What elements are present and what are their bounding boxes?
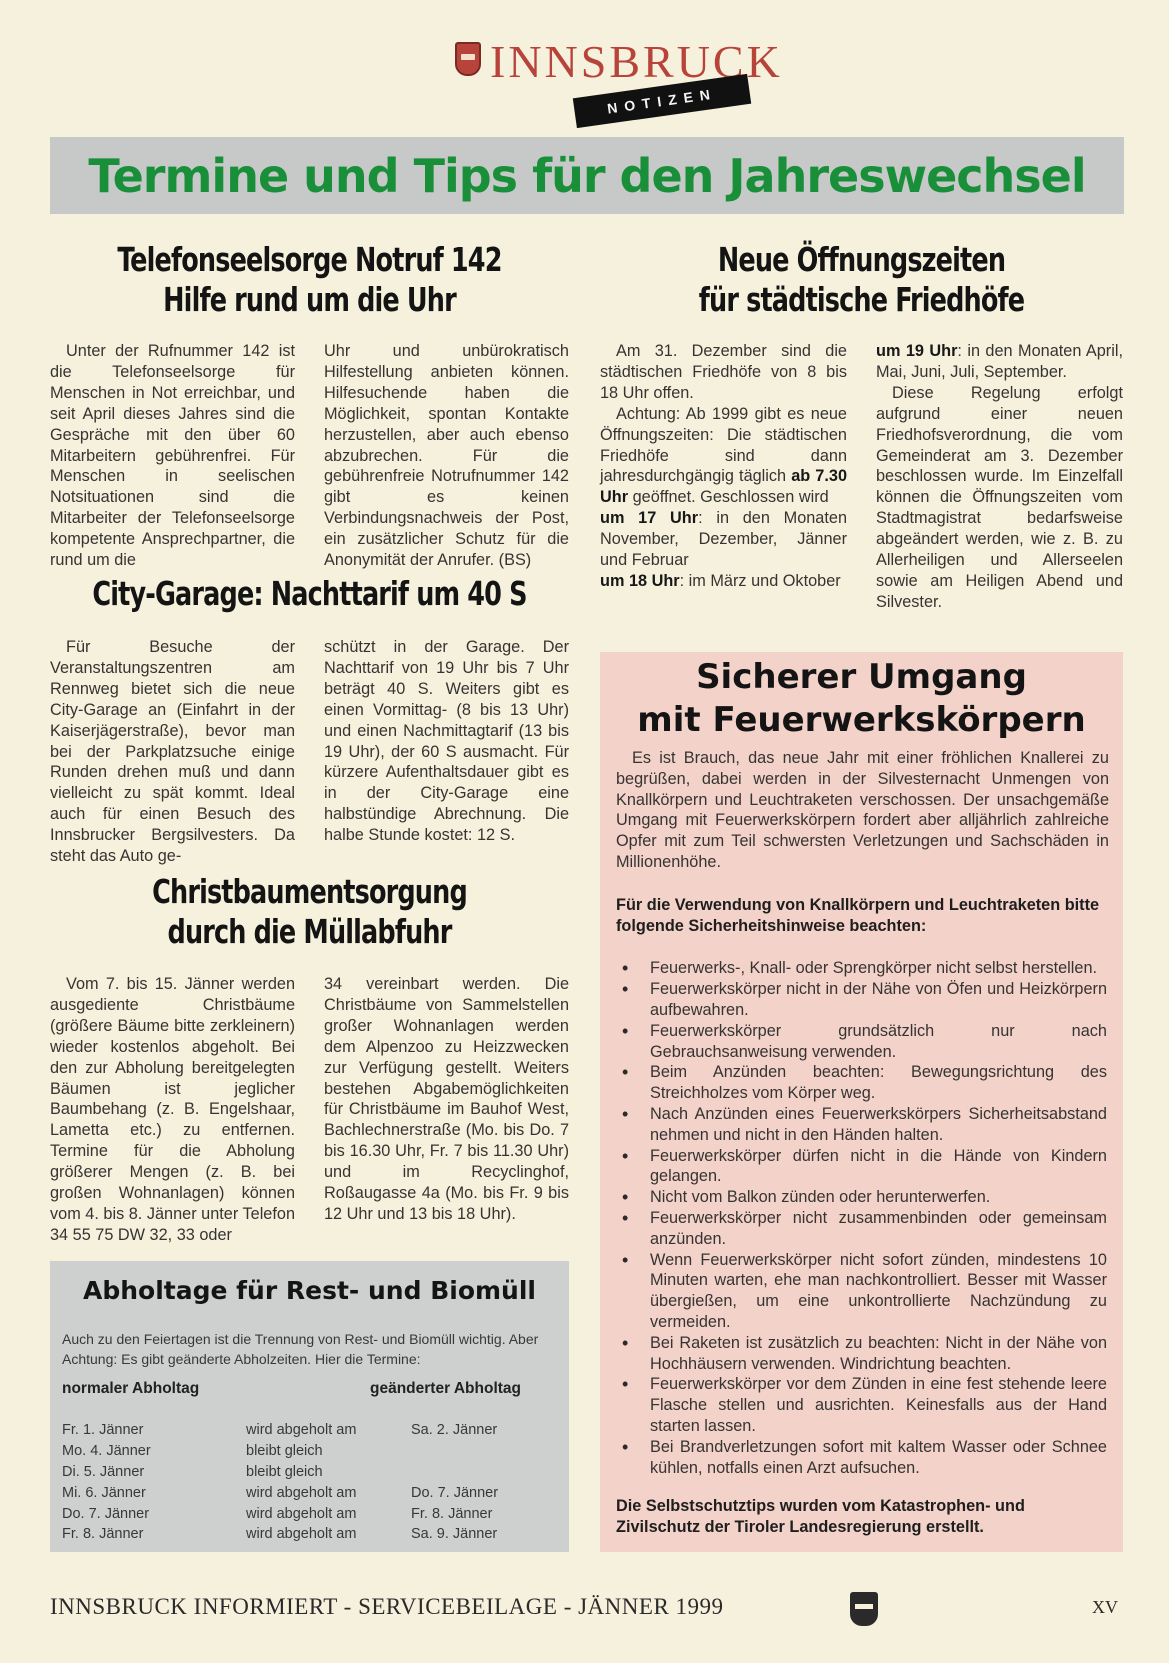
- friedhoefe-p2-bold: ab 7.30 Uhr: [600, 467, 847, 507]
- christbaum-text-1: Vom 7. bis 15. Jänner werden ausgediente Christbäume (größere Bäume bitte zerkleinern) wieder kostenlos abgeholt. Bei den zur Abholung bereitgelegten Bäumen ist jeglicher Baumbehang (z. B. Engelshaar, Lametta etc.) zu entfernen. Termine für die Abholung größerer Mengen (z. B. bei großen Wohnanlagen) können vom 4. bis 8. Jänner unter Telefon 34 55 75 DW 32, 33 oder: [50, 975, 295, 1244]
- christbaum-col2: [324, 974, 569, 1225]
- footer-crest-icon: [850, 1592, 878, 1626]
- friedhoefe-t2-bold: um 18 Uhr: [600, 571, 680, 590]
- friedhoefe-t2-rest: : im März und Oktober: [679, 571, 841, 590]
- christbaum-headline-wrap: [50, 872, 569, 952]
- list-item: • Feuerwerkskörper dürfen nicht in die Hände von Kindern gelangen.: [616, 1146, 1107, 1188]
- list-item: • Nicht vom Balkon zünden oder herunterwerfen.: [616, 1187, 1107, 1208]
- abholtage-row-changed: [411, 1441, 551, 1462]
- abholtage-row-note: bleibt gleich: [246, 1442, 323, 1459]
- christbaum-headline-2: durch die Müllabfuhr: [167, 912, 452, 951]
- feuerwerk-credit: Die Selbstschutztips wurden vom Katastrophen- und Zivilschutz der Tiroler Landesregierung erstellt.: [616, 1497, 1025, 1537]
- abholtage-row-note: wird abgeholt am: [246, 1484, 357, 1501]
- abholtage-title: Abholtage für Rest- und Biomüll: [83, 1276, 536, 1305]
- page-number: XV: [1092, 1597, 1118, 1617]
- abholtage-row-normal: Fr. 8. Jänner: [62, 1526, 144, 1543]
- friedhoefe-p2-post: geöffnet. Geschlossen wird: [632, 488, 829, 507]
- friedhoefe-p2: [600, 404, 847, 509]
- friedhoefe-time-18: [600, 571, 847, 592]
- friedhoefe-t1-rest: : in den Monaten November, Dezember, Jänner und Februar: [600, 509, 847, 570]
- list-item: • Nach Anzünden eines Feuerwerkskörpers Sicherheitsabstand nehmen und nicht in den Händen halten.: [616, 1104, 1107, 1146]
- masthead-brand: INNSBRUCK: [490, 36, 783, 87]
- friedhoefe-time-17: [600, 508, 847, 571]
- abholtage-row-note: wird abgeholt am: [246, 1505, 357, 1522]
- citygarage-headline: City-Garage: Nachttarif um 40 S: [92, 574, 527, 613]
- feuerwerk-intro: Es ist Brauch, das neue Jahr mit einer fröhlichen Knallerei zu begrüßen, dabei werden in der Silvesternacht Unmengen von Knallkörpern und Leuchtraketen verschossen. Der unsachgemäße Umgang mit Feuerwerkskörpern fordert aber alljährlich zahlreiche Opfer mit zum Teil schwersten Verletzungen und Sachschäden in Millionenhöhe.: [616, 749, 1109, 871]
- list-item: • Feuerwerkskörper grundsätzlich nur nach Gebrauchsanweisung verwenden.: [616, 1021, 1107, 1063]
- friedhoefe-t1-bold: um 17 Uhr: [600, 509, 699, 528]
- abholtage-row-note: bleibt gleich: [246, 1463, 323, 1480]
- abholtage-box: [50, 1261, 569, 1552]
- citygarage-text-2: schützt in der Garage. Der Nachttarif von 19 Uhr bis 7 Uhr beträgt 40 S. Weiters gibt es einen Vormittag- (8 bis 13 Uhr) und einen Nachmittagtarif (13 bis 19 Uhr), der 60 S ausmacht. Für kürzere Aufenthaltsdauer gibt es in der City-Garage eine halbstündige Abrechnung. Die halbe Stunde kostet: 12 S.: [324, 638, 569, 845]
- feuerwerk-tips: [616, 958, 1107, 1478]
- friedhoefe-headline-2: für städtische Friedhöfe: [698, 280, 1025, 319]
- abholtage-row-normal: Mo. 4. Jänner: [62, 1442, 151, 1459]
- abholtage-row-changed: Sa. 2. Jänner: [411, 1422, 498, 1438]
- list-item: • Bei Raketen ist zusätzlich zu beachten: Nicht in der Nähe von Hochhäusern verwenden. Windrichtung beachten.: [616, 1333, 1107, 1375]
- christbaum-headline-1: Christbaumentsorgung: [152, 872, 467, 911]
- abholtage-row-changed: Sa. 9. Jänner: [411, 1526, 498, 1543]
- feuerwerk-headline-2: mit Feuerwerkskörpern: [637, 700, 1086, 740]
- christbaum-text-2: 34 vereinbart werden. Die Christbäume von Sammelstellen großer Wohnanlagen werden dem Alpenzoo zu Heizzwecken zur Verfügung gestellt. Weiters bestehen Abgabemöglichkeiten für Christbäume im Bauhof West, Bachlechnerstraße (Mo. bis Do. 7 bis 16.30 Uhr, Fr. 7 bis 11.30 Uhr) und im Recyclinghof, Roßaugasse 4a (Mo. bis Fr. 9 bis 12 Uhr und 13 bis 18 Uhr).: [324, 975, 569, 1223]
- list-item: • Wenn Feuerwerkskörper nicht sofort zünden, mindestens 10 Minuten warten, ehe man nachkontrolliert. Besser mit Wasser übergießen, um eine unkontrollierte Nachzündung zu vermeiden.: [616, 1250, 1107, 1333]
- telefonseelsorge-headline: [50, 240, 569, 320]
- list-item: • Feuerwerkskörper nicht zusammenbinden oder gemeinsam anzünden.: [616, 1208, 1107, 1250]
- abholtage-row-changed: Do. 7. Jänner: [411, 1484, 499, 1501]
- abholtage-row-normal: Mi. 6. Jänner: [62, 1484, 146, 1501]
- abholtage-row-normal: Do. 7. Jänner: [62, 1505, 150, 1522]
- list-item: • Bei Brandverletzungen sofort mit kaltem Wasser oder Schnee kühlen, notfalls einen Arzt aufsuchen.: [616, 1437, 1107, 1479]
- telefonseelsorge-col2: [324, 341, 569, 571]
- friedhoefe-headline: [600, 240, 1123, 320]
- title-band: [50, 137, 1124, 214]
- masthead-subtitle: NOTIZEN: [573, 74, 751, 128]
- friedhoefe-col1: [600, 341, 847, 592]
- abholtage-row-note: wird abgeholt am: [246, 1422, 357, 1438]
- abholtage-row-changed: Fr. 8. Jänner: [411, 1505, 493, 1522]
- abholtage-row-normal: Di. 5. Jänner: [62, 1463, 145, 1480]
- friedhoefe-t3-bold: um 19 Uhr: [876, 342, 958, 360]
- list-item: • Beim Anzünden beachten: Bewegungsrichtung des Streichholzes vom Körper weg.: [616, 1062, 1107, 1104]
- abholtage-row-changed: [411, 1462, 551, 1483]
- innsbruck-crest-icon: [455, 42, 481, 76]
- friedhoefe-p1: Am 31. Dezember sind die städtischen Friedhöfe von 8 bis 18 Uhr offen.: [600, 342, 847, 402]
- footer-text: INNSBRUCK INFORMIERT - SERVICEBEILAGE - JÄNNER 1999: [50, 1594, 724, 1619]
- list-item: • Feuerwerkskörper nicht in der Nähe von Öfen und Heizkörpern aufbewahren.: [616, 979, 1107, 1021]
- abholtage-col-changed: geänderter Abholtag: [370, 1380, 521, 1397]
- page-title: Termine und Tips für den Jahreswechsel: [88, 148, 1086, 203]
- friedhoefe-headline-1: Neue Öffnungszeiten: [717, 240, 1006, 279]
- friedhoefe-time-19: [876, 341, 1123, 383]
- citygarage-col2: [324, 637, 569, 846]
- friedhoefe-p2-pre: Achtung: Ab 1999 gibt es neue Öffnungszeiten: Die städtischen Friedhöfe sind dann jahresdurchgängig täglich: [600, 404, 847, 486]
- telefonseelsorge-text-1: Unter der Rufnummer 142 ist die Telefonseelsorge für Menschen in Not erreichbar, und seit April dieses Jahres sind die Gespräche mit den über 60 Mitarbeitern gebührenfrei. Für Menschen in seelischen Notsituationen sind die Mitarbeiter der Telefonseelsorge kompetente Ansprechpartner, die rund um die: [50, 342, 295, 570]
- abholtage-col-normal: normaler Abholtag: [62, 1380, 200, 1397]
- christbaum-col1: [50, 974, 295, 1246]
- friedhoefe-t3-rest: : in den Monaten April, Mai, Juni, Juli, September.: [876, 342, 1123, 381]
- abholtage-intro: Auch zu den Feiertagen ist die Trennung von Rest- und Biomüll wichtig. Aber Achtung: Es gibt geänderte Abholzeiten. Hier die Termine:: [62, 1331, 539, 1367]
- friedhoefe-p3: Diese Regelung erfolgt aufgrund einer neuen Friedhofsverordnung, die vom Gemeinderat am 3. Dezember beschlossen wurde. Im Einzelfall können die Öffnungszeiten vom Stadtmagistrat bedarfsweise abgeändert werden, wie z. B. zu Allerheiligen und Allerseelen sowie am Heiligen Abend und Silvester.: [876, 383, 1123, 611]
- feuerwerk-box: [600, 652, 1123, 1552]
- telefonseelsorge-headline-2: Hilfe rund um die Uhr: [163, 280, 456, 319]
- list-item: • Feuerwerkskörper vor dem Zünden in eine fest stehende leere Flasche stellen und ausrichten. Keinesfalls aus der Hand starten lassen.: [616, 1374, 1107, 1436]
- citygarage-col1: [50, 637, 295, 867]
- abholtage-note-list: [246, 1420, 406, 1545]
- abholtage-normal-list: [62, 1420, 232, 1545]
- citygarage-text-1: Für Besuche der Veranstaltungszentren am Rennweg bietet sich die neue City-Garage an (Einfahrt in der Kaiserjägerstraße), bevor man bei der Parkplatzsuche einige Runden drehen muß und dann vielleicht zu spät kommt. Ideal auch für einen Besuch des Innsbrucker Bergsilvesters. Da steht das Auto ge-: [50, 638, 295, 866]
- telefonseelsorge-headline-1: Telefonseelsorge Notruf 142: [117, 240, 502, 279]
- telefonseelsorge-text-2: Uhr und unbürokratisch Hilfestellung anbieten können. Hilfesuchende haben die Möglichkeit, spontan Kontakte herzustellen, aber auch ebenso abzubrechen. Für die gebührenfreie Notrufnummer 142 gibt es keinen Verbindungsnachweis der Post, ein zusätzlicher Schutz für die Anonymität der Anrufer. (BS): [324, 342, 569, 570]
- list-item: • Feuerwerks-, Knall- oder Sprengkörper nicht selbst herstellen.: [616, 958, 1107, 979]
- feuerwerk-headline-1: Sicherer Umgang: [696, 657, 1027, 697]
- feuerwerk-lead: Für die Verwendung von Knallkörpern und Leuchtraketen bitte folgende Sicherheitshinweise beachten:: [616, 895, 1100, 935]
- masthead: [450, 36, 783, 126]
- friedhoefe-col2: [876, 341, 1123, 613]
- abholtage-changed-list: [411, 1420, 551, 1545]
- abholtage-row-note: wird abgeholt am: [246, 1526, 357, 1543]
- telefonseelsorge-col1: [50, 341, 295, 571]
- citygarage-headline-wrap: [50, 574, 569, 614]
- abholtage-row-normal: Fr. 1. Jänner: [62, 1422, 144, 1438]
